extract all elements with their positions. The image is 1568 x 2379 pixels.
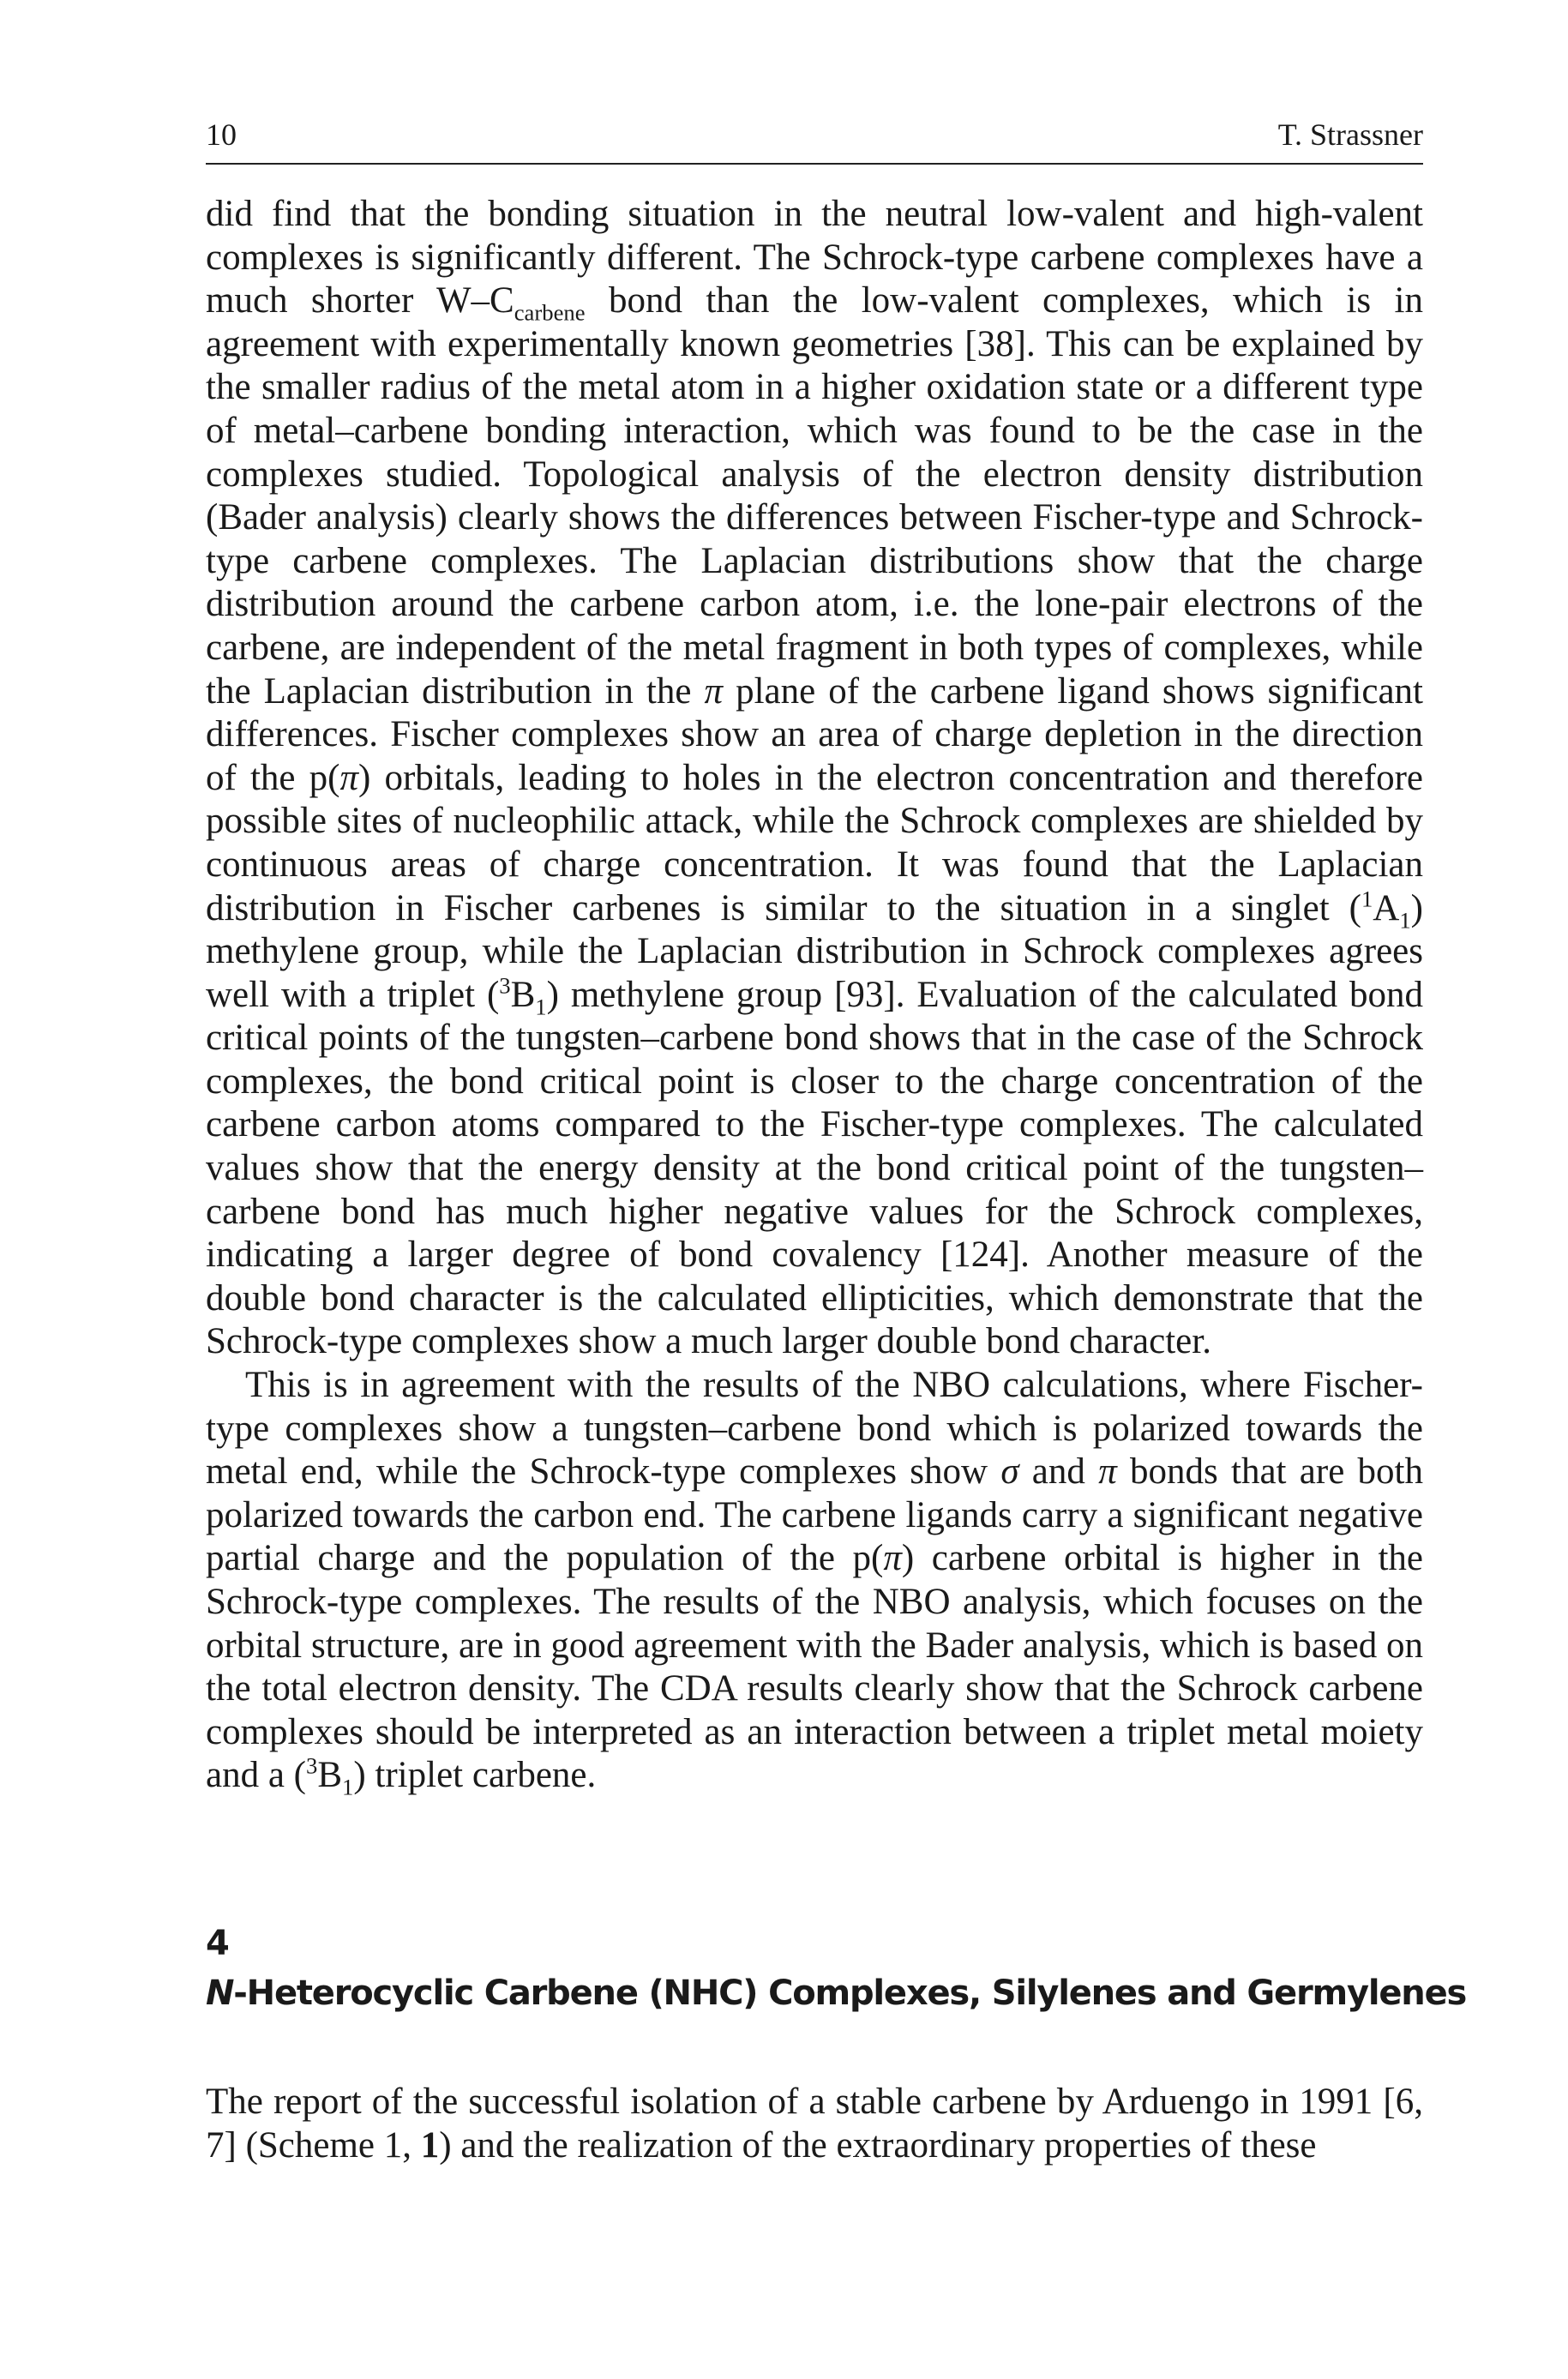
- section-heading: [206, 1919, 1467, 2018]
- page-number: 10: [206, 117, 237, 152]
- paragraph-2: This is in agreement with the results of the NBO calculations, where Fischer-type complexes show a tungsten–carbene bond which is polarized towards the metal end, while the Schrock-type complexes show σ and π bonds that are both polarized towards the carbon end. The carbene ligands carry a significant negative partial charge and the population of the p(π) carbene orbital is higher in the Schrock-type complexes. The results of the NBO analysis, which focuses on the orbital structure, are in good agreement with the Bader analysis, which is based on the total electron density. The CDA results clearly show that the Schrock carbene complexes should be interpreted as an interaction between a triplet metal moiety and a $(^3B_1)$ triplet carbene.: [206, 1365, 1424, 1800]
- running-header: [206, 117, 1423, 165]
- section-lead-paragraph: The report of the successful isolation of a stable carbene by Arduengo in 1991 [6, 7] (Scheme 1, 1) and the realization of the extraordinary properties of these: [206, 2082, 1423, 2166]
- section-number: 4: [206, 1924, 229, 1963]
- paragraph-1: did find that the bonding situation in the neutral low-valent and high-valent complexes is significantly different. The Schrock-type carbene complexes have a much shorter $W-C_{carbene}$ bond than the low-valent complexes, which is in agreement with experimentally known geometries [38]. This can be explained by the smaller radius of the metal atom in a higher oxidation state or a different type of metal–carbene bonding interaction, which was found to be the case in the complexes studied. Topological analysis of the electron density distribution (Bader analysis) clearly shows the differences between Fischer-type and Schrock-type carbene complexes. The Laplacian distributions show that the charge distribution around the carbene carbon atom, i.e. the lone-pair electrons of the carbene, are independent of the metal fragment in both types of complexes, while the Laplacian distribution in the π plane of the carbene ligand shows significant differences. Fischer complexes show an area of charge depletion in the direction of the p(π) orbitals, leading to holes in the electron concentration and therefore possible sites of nucleophilic attack, while the Schrock complexes are shielded by continuous areas of charge concentration. It was found that the Laplacian distribution in Fischer carbenes is similar to the situation in a singlet $(^1A_1)$ methylene group, while the Laplacian distribution in Schrock complexes agrees well with a triplet $(^3B_1)$ methylene group [93]. Evaluation of the calculated bond critical points of the tungsten–carbene bond shows that in the case of the Schrock complexes, the bond critical point is closer to the charge concentration of the carbene carbon atoms compared to the Fischer-type complexes. The calculated values show that the energy density at the bond critical point of the tungsten–carbene bond has much higher negative values for the Schrock complexes, indicating a larger degree of bond covalency [124]. Another measure of the double bond character is the calculated ellipticities, which demonstrate that the Schrock-type complexes show a much larger double bond character.: [206, 194, 1423, 1362]
- running-head-author: T. Strassner: [1277, 117, 1423, 152]
- body-text: [206, 193, 1423, 1798]
- section-title: N-Heterocyclic Carbene (NHC) Complexes, Silylenes and Germylenes: [206, 1973, 1467, 2013]
